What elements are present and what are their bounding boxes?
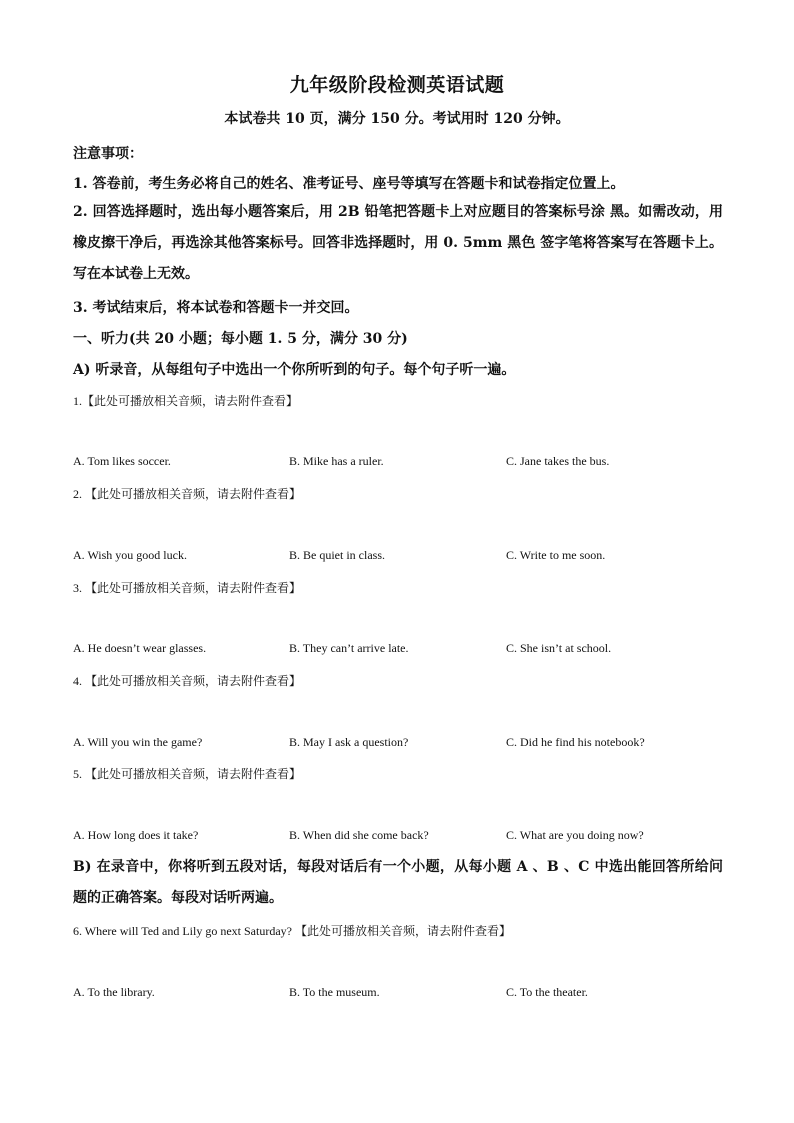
part-b-instruction: B) 在录音中，你将听到五段对话，每段对话后有一个小题，从每小题 A 、B 、C 中选出能回答所给问题的正确答案。每段对话听两遍。 [73,859,723,906]
question-1-option-c[interactable]: C. Jane takes the bus. [506,454,610,468]
note-item-1: 1. 答卷前，考生务必将自己的姓名、准考证号、座号等填写在答题卡和试卷指定位置上。 [73,176,625,192]
question-stem-1: 1.【此处可播放相关音频，请去附件查看】 [73,394,299,408]
question-4-option-a[interactable]: A. Will you win the game? [73,735,203,749]
question-3-option-c[interactable]: C. She isn’t at school. [506,641,612,655]
question-6-option-c[interactable]: C. To the theater. [506,985,588,999]
question-2-option-c[interactable]: C. Write to me soon. [506,548,606,562]
question-2-option-a[interactable]: A. Wish you good luck. [73,548,187,562]
notes-heading: 注意事项： [73,146,143,162]
question-stem-4: 4. 【此处可播放相关音频，请去附件查看】 [73,674,302,688]
page-title: 九年级阶段检测英语试题 [289,74,505,96]
note-item-2: 2. 回答选择题时，选出每小题答案后，用 2B 铅笔把答题卡上对应题目的答案标号涂 黑。如需改动，用橡皮擦干净后，再选涂其他答案标号。回答非选择题时，用 0. 5mm 黑色 签字笔将答案写在答题卡上。写在本试卷上无效。 [73,204,723,282]
question-3-option-a[interactable]: A. He doesn’t wear glasses. [73,641,207,655]
question-2-option-b[interactable]: B. Be quiet in class. [289,548,385,562]
question-stem-3: 3. 【此处可播放相关音频，请去附件查看】 [73,581,302,595]
question-5-option-c[interactable]: C. What are you doing now? [506,828,644,842]
question-3-option-b[interactable]: B. They can’t arrive late. [289,641,409,655]
question-1-option-a[interactable]: A. Tom likes soccer. [73,454,171,468]
note-item-3: 3. 考试结束后，将本试卷和答题卡一并交回。 [73,300,359,316]
question-5-option-b[interactable]: B. When did she come back? [289,828,429,842]
question-5-option-a[interactable]: A. How long does it take? [73,828,199,842]
part-a-instruction: A) 听录音，从每组句子中选出一个你所听到的句子。每个句子听一遍。 [73,362,516,378]
question-6-option-b[interactable]: B. To the museum. [289,985,380,999]
question-4-option-b[interactable]: B. May I ask a question? [289,735,409,749]
question-stem-6: 6. Where will Ted and Lily go next Saturday? 【此处可播放相关音频，请去附件查看】 [73,924,511,938]
question-1-option-b[interactable]: B. Mike has a ruler. [289,454,384,468]
section-heading-listening: 一、听力(共 20 小题；每小题 1. 5 分，满分 30 分) [73,331,408,347]
question-stem-5: 5. 【此处可播放相关音频，请去附件查看】 [73,767,302,781]
question-6-option-a[interactable]: A. To the library. [73,985,155,999]
question-4-option-c[interactable]: C. Did he find his notebook? [506,735,645,749]
exam-info: 本试卷共 10 页，满分 150 分。考试用时 120 分钟。 [224,111,570,127]
question-stem-2: 2. 【此处可播放相关音频，请去附件查看】 [73,487,302,501]
